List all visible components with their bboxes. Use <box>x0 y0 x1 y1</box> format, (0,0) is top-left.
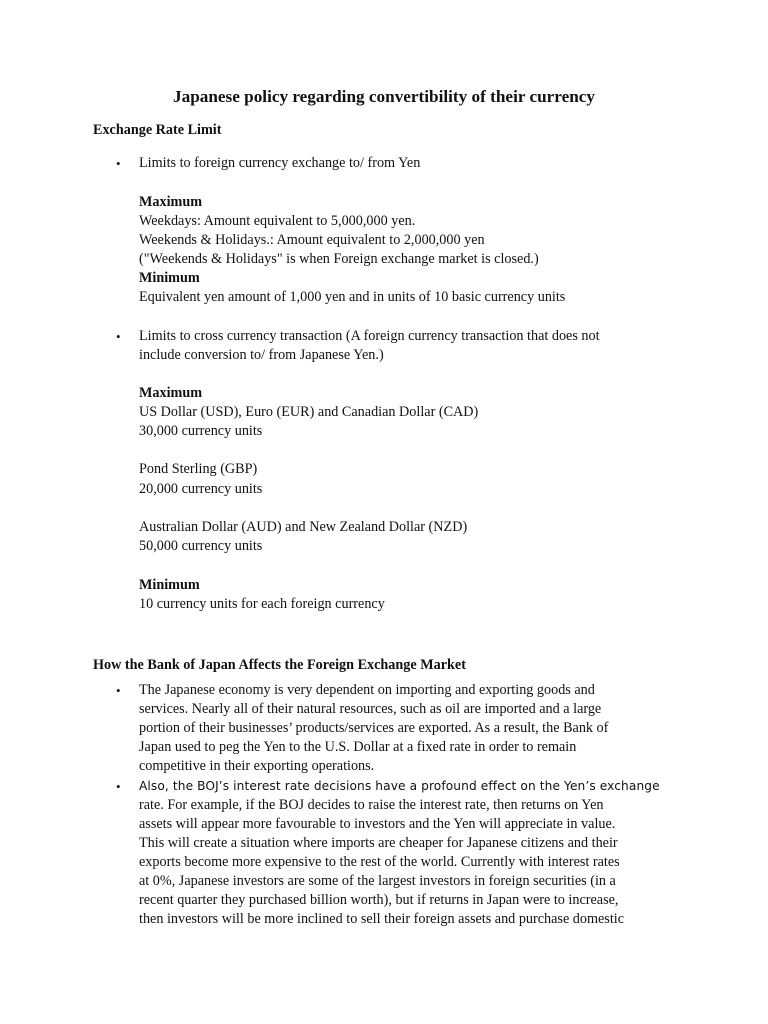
paragraph-line: portion of their businesses’ products/services are exported. As a result, the Bank of <box>139 720 609 736</box>
minimum-label: Minimum <box>139 270 200 286</box>
paragraph-line: recent quarter they purchased billion worth), but if returns in Japan were to increase, <box>139 892 619 908</box>
bullet-text: Limits to foreign currency exchange to/ from Yen <box>139 155 421 171</box>
paragraph-line: competitive in their exporting operations. <box>139 758 375 774</box>
currency-group-units: 20,000 currency units <box>139 481 263 497</box>
paragraph-line: Also, the BOJ’s interest rate decisions have a profound effect on the Yen’s exchange <box>139 779 660 793</box>
paragraph-line: assets will appear more favourable to investors and the Yen will appreciate in value. <box>139 816 616 832</box>
maximum-label: Maximum <box>139 194 203 210</box>
bullet-text: include conversion to/ from Japanese Yen.) <box>139 347 384 363</box>
paragraph-line: This will create a situation where imports are cheaper for Japanese citizens and their <box>139 835 618 851</box>
currency-group-units: 50,000 currency units <box>139 538 263 554</box>
paragraph-line: then investors will be more inclined to sell their foreign assets and purchase domestic <box>139 911 625 927</box>
weekends-note: ("Weekends & Holidays" is when Foreign exchange market is closed.) <box>139 251 539 267</box>
weekdays-limit: Weekdays: Amount equivalent to 5,000,000 yen. <box>139 213 416 229</box>
bullet-text: Limits to cross currency transaction (A foreign currency transaction that does not <box>139 328 600 344</box>
maximum-label: Maximum <box>139 385 203 401</box>
paragraph-line: Japan used to peg the Yen to the U.S. Dollar at a fixed rate in order to remain <box>139 739 577 755</box>
minimum-label: Minimum <box>139 577 200 593</box>
currency-group-units: 30,000 currency units <box>139 423 263 439</box>
minimum-text: Equivalent yen amount of 1,000 yen and in units of 10 basic currency units <box>139 289 566 305</box>
currency-group-name: Pond Sterling (GBP) <box>139 461 258 477</box>
minimum-text: 10 currency units for each foreign currency <box>139 596 385 612</box>
section-heading-bank-of-japan: How the Bank of Japan Affects the Foreign Exchange Market <box>93 657 466 673</box>
bullet-icon: • <box>116 779 121 794</box>
weekends-limit: Weekends & Holidays.: Amount equivalent to 2,000,000 yen <box>139 232 485 248</box>
paragraph-line: exports become more expensive to the rest of the world. Currently with interest rates <box>139 854 620 870</box>
page-title: Japanese policy regarding convertibility of their currency <box>173 87 595 106</box>
currency-group-name: US Dollar (USD), Euro (EUR) and Canadian Dollar (CAD) <box>139 404 479 420</box>
paragraph-line: The Japanese economy is very dependent on importing and exporting goods and <box>139 682 595 698</box>
bullet-icon: • <box>116 683 121 698</box>
paragraph-line: rate. For example, if the BOJ decides to raise the interest rate, then returns on Yen <box>139 797 604 813</box>
paragraph-line: at 0%, Japanese investors are some of the largest investors in foreign securities (in a <box>139 873 616 889</box>
bullet-icon: • <box>116 329 121 344</box>
section-heading-exchange-rate-limit: Exchange Rate Limit <box>93 122 222 138</box>
currency-group-name: Australian Dollar (AUD) and New Zealand Dollar (NZD) <box>139 519 468 535</box>
bullet-icon: • <box>116 156 121 171</box>
paragraph-line: services. Nearly all of their natural resources, such as oil are imported and a large <box>139 701 602 717</box>
